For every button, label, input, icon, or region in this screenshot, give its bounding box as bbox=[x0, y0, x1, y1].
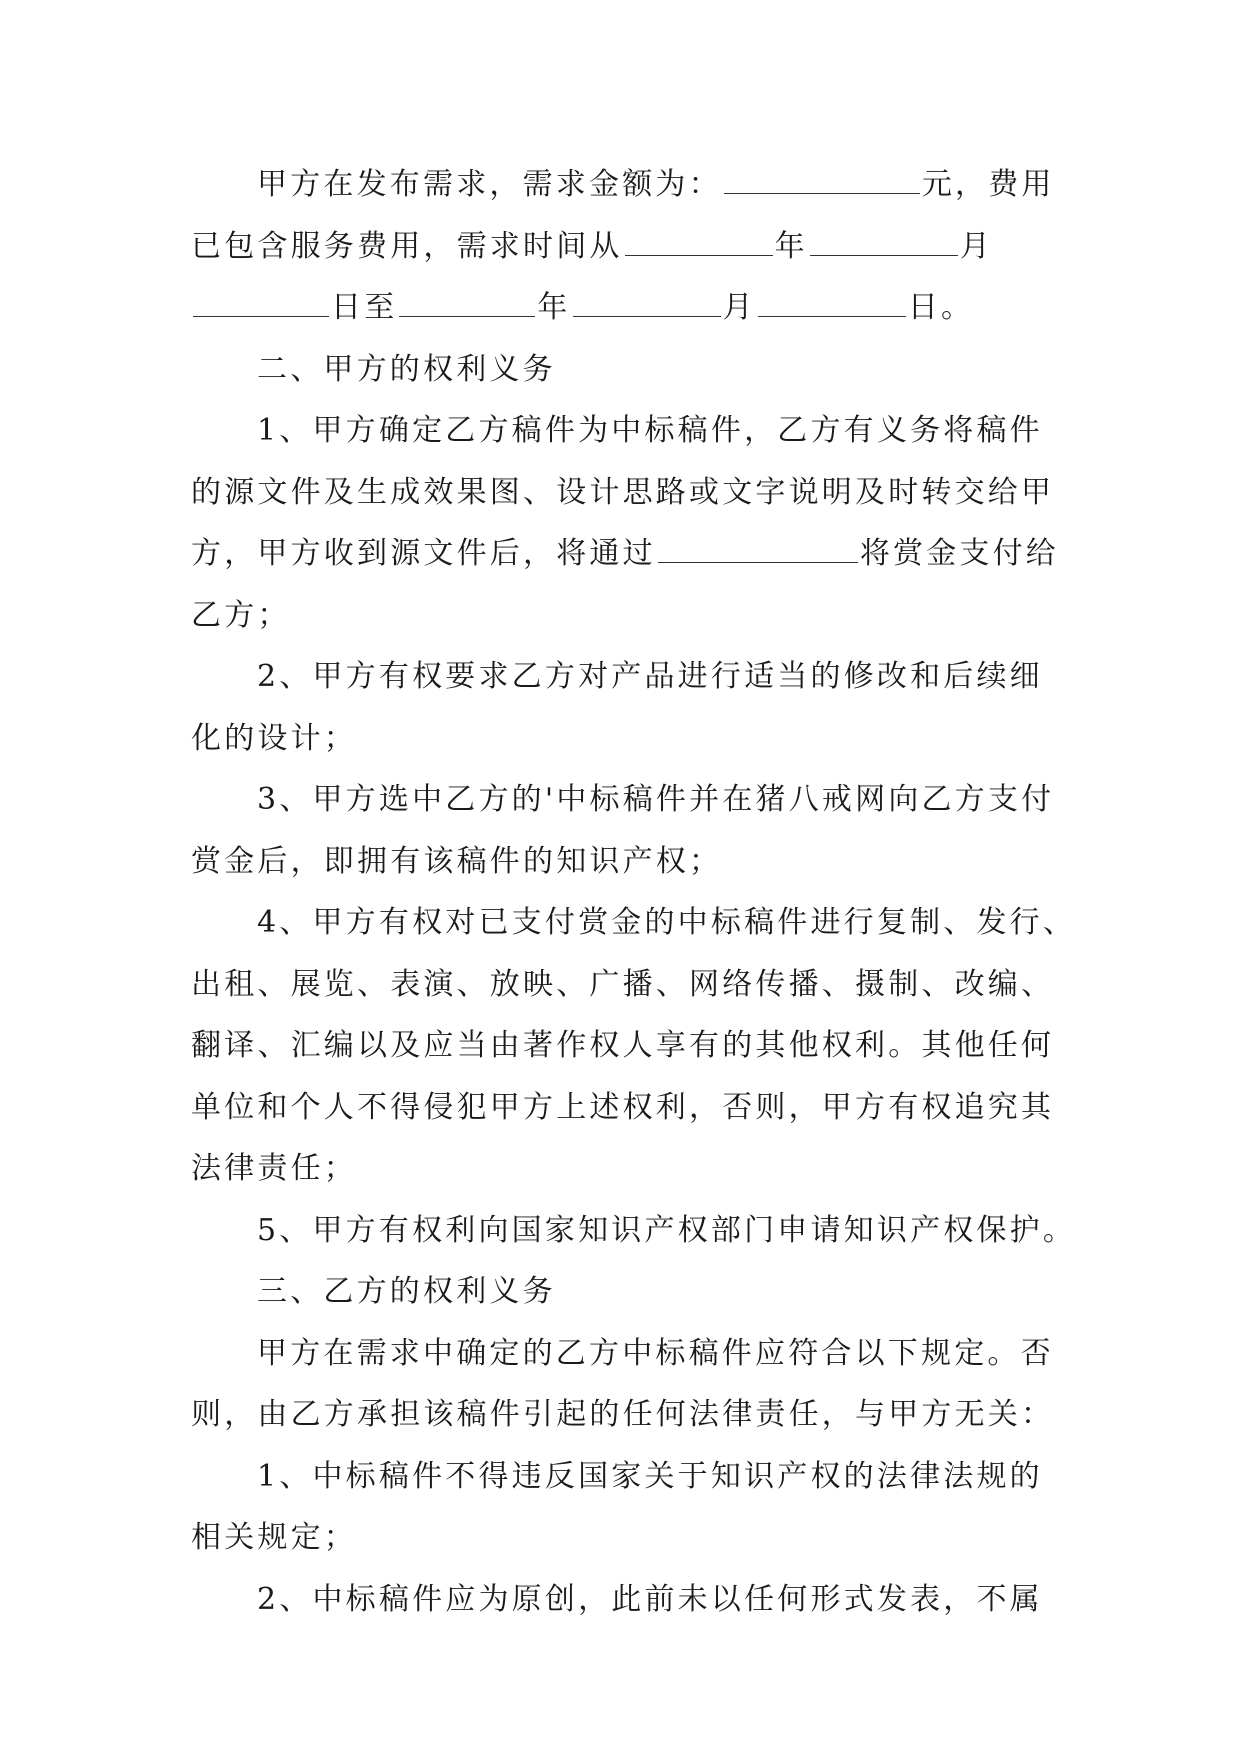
section-heading-2: 二、甲方的权利义务 bbox=[257, 351, 556, 387]
text: 月 bbox=[959, 228, 994, 264]
clause-2-4-line-1: 4、甲方有权对已支付赏金的中标稿件进行复制、发行、 bbox=[257, 905, 1077, 940]
paragraph-3-line-2: 则，由乙方承担该稿件引起的任何法律责任，与甲方无关： bbox=[191, 1397, 1055, 1432]
blank-end-year[interactable] bbox=[399, 294, 535, 317]
text: 日。 bbox=[907, 290, 975, 325]
paragraph-demand-line-3 bbox=[191, 277, 1051, 339]
blank-end-month[interactable] bbox=[573, 294, 721, 317]
clause-2-4-line-4: 单位和个人不得侵犯甲方上述权利，否则，甲方有权追究其 bbox=[191, 1089, 1055, 1125]
paragraph-demand-line-1 bbox=[191, 154, 1055, 216]
clause-2-4-line-2: 出租、展览、表演、放映、广播、网络传播、摄制、改编、 bbox=[191, 966, 1055, 1002]
clause-2-1-line-1: 1、甲方确定乙方稿件为中标稿件，乙方有义务将稿件 bbox=[257, 413, 1043, 448]
document-body bbox=[191, 154, 1077, 1630]
clause-2-1-line-2: 的源文件及生成效果图、设计思路或文字说明及时转交给甲 bbox=[191, 474, 1055, 510]
text: 元，费用 bbox=[921, 167, 1055, 202]
clause-3-1-line-1: 1、中标稿件不得违反国家关于知识产权的法律法规的 bbox=[257, 1458, 1043, 1494]
blank-start-year[interactable] bbox=[625, 233, 773, 256]
text: 日至 bbox=[331, 290, 398, 325]
clause-2-1-line-3 bbox=[191, 523, 1060, 585]
section-heading-3: 三、乙方的权利义务 bbox=[257, 1274, 556, 1309]
clause-2-5-line-1: 5、甲方有权利向国家知识产权部门申请知识产权保护。 bbox=[257, 1212, 1077, 1248]
clause-2-2-line-1: 2、甲方有权要求乙方对产品进行适当的修改和后续细 bbox=[257, 659, 1043, 694]
clause-2-4-line-5: 法律责任； bbox=[191, 1151, 357, 1186]
clause-2-4-line-3: 翻译、汇编以及应当由著作权人享有的其他权利。其他任何 bbox=[191, 1028, 1055, 1063]
clause-2-3-line-2: 赏金后，即拥有该稿件的知识产权； bbox=[191, 843, 723, 879]
text: 年 bbox=[537, 290, 571, 325]
blank-end-day[interactable] bbox=[758, 294, 906, 317]
clause-2-3-line-1: 3、甲方选中乙方的'中标稿件并在猪八戒网向乙方支付 bbox=[257, 782, 1055, 817]
text: 已包含服务费用，需求时间从 bbox=[191, 228, 623, 264]
clause-2-2-line-2: 化的设计； bbox=[191, 720, 357, 756]
text: 月 bbox=[722, 290, 756, 325]
blank-amount[interactable] bbox=[724, 171, 920, 194]
paragraph-demand-line-2 bbox=[191, 216, 1051, 278]
blank-payment-method[interactable] bbox=[658, 540, 858, 563]
text: 方，甲方收到源文件后，将通过 bbox=[191, 536, 656, 571]
paragraph-3-line-1: 甲方在需求中确定的乙方中标稿件应符合以下规定。否 bbox=[257, 1335, 1054, 1371]
clause-3-1-line-2: 相关规定； bbox=[191, 1520, 357, 1555]
text: 年 bbox=[774, 228, 808, 264]
blank-start-day[interactable] bbox=[193, 294, 329, 317]
text: 将赏金支付给 bbox=[859, 536, 1060, 571]
clause-3-2-line-1: 2、中标稿件应为原创，此前未以任何形式发表，不属 bbox=[257, 1581, 1043, 1617]
blank-start-month[interactable] bbox=[810, 233, 958, 256]
clause-2-1-line-4: 乙方； bbox=[191, 597, 291, 633]
text: 甲方在发布需求，需求金额为： bbox=[257, 167, 722, 202]
